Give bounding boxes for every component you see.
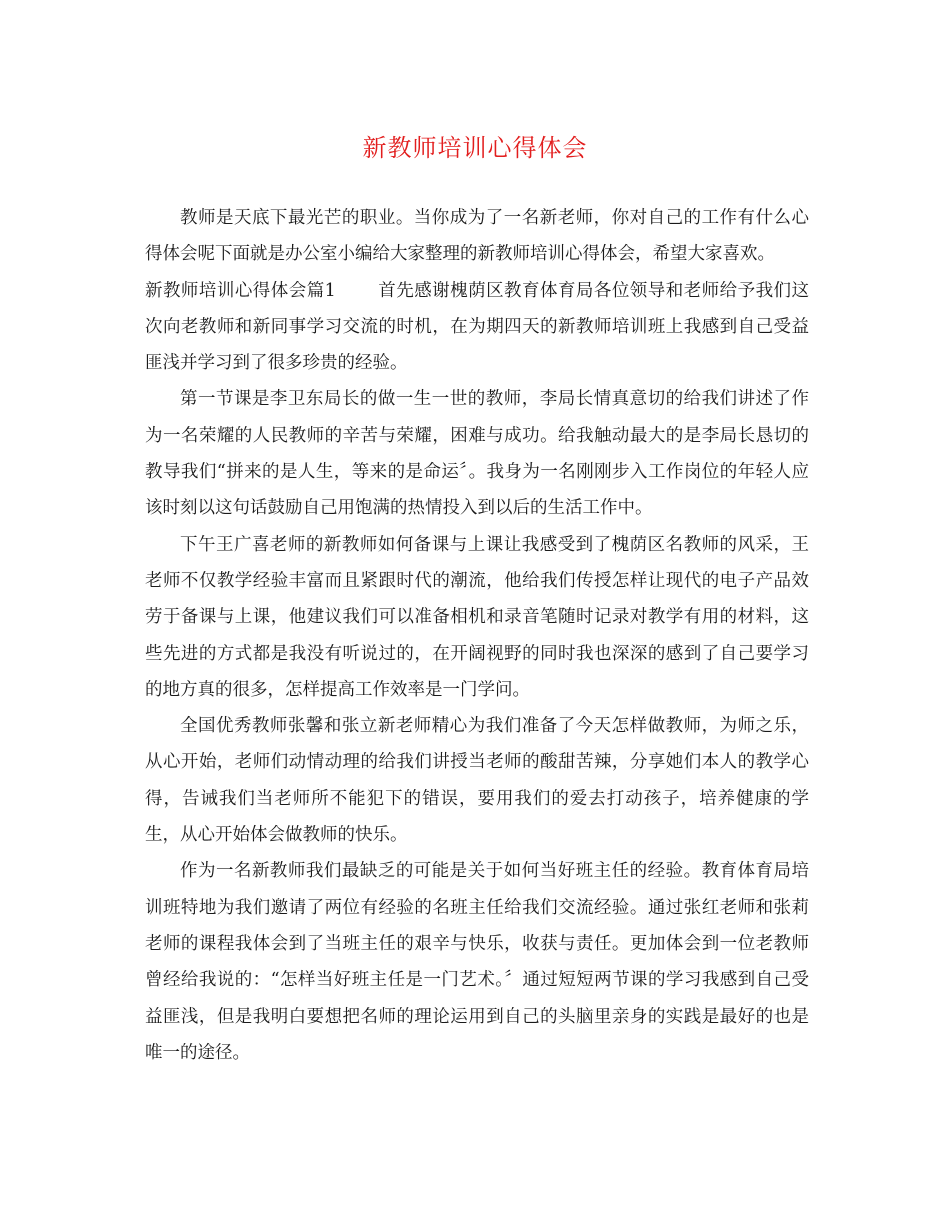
section-heading: 新教师培训心得体会篇1 <box>145 280 336 301</box>
document-title: 新教师培训心得体会 <box>362 134 588 162</box>
body-paragraph-2: 下午王广喜老师的新教师如何备课与上课让我感受到了槐荫区名教师的风采，王老师不仅教学经验丰富而且紧跟时代的潮流，他给我们传授怎样让现代的电子产品效劳于备课与上课，他建议我们可以准备相机和录音笔随时记录对教学有用的材料，这些先进的方式都是我没有听说过的，在开阔视野的同时我也深深的感到了自己要学习的地方真的很多，怎样提高工作效率是一门学问。 <box>145 534 809 700</box>
section-paragraph <box>145 273 809 382</box>
body-paragraph-4: 作为一名新教师我们最缺乏的可能是关于如何当好班主任的经验。教育体育局培训班特地为我们邀请了两位有经验的名班主任给我们交流经验。通过张红老师和张莉老师的课程我体会到了当班主任的艰辛与快乐，收获与责任。更加体会到一位老教师曾经给我说的：“怎样当好班主任是一门艺术。〞通过短短两节课的学习我感到自己受益匪浅，但是我明白要想把名师的理论运用到自己的头脑里亲身的实践是最好的也是唯一的途径。 <box>145 861 809 1063</box>
section-first-text: 首先感谢槐荫区教育体育局各位领导和老师给予我们这次向老教师和新同事学习交流的时机，在为期四天的新教师培训班上我感到自己受益匪浅并学习到了很多珍贵的经验。 <box>145 280 810 374</box>
intro-paragraph: 教师是天底下最光芒的职业。当你成为了一名新老师，你对自己的工作有什么心得体会呢下面就是办公室小编给大家整理的新教师培训心得体会，希望大家喜欢。 <box>145 208 809 265</box>
document-body <box>145 200 809 1071</box>
body-paragraph-3: 全国优秀教师张馨和张立新老师精心为我们准备了今天怎样做教师，为师之乐，从心开始，老师们动情动理的给我们讲授当老师的酸甜苦辣，分享她们本人的教学心得，告诫我们当老师所不能犯下的错误，要用我们的爱去打动孩子，培养健康的学生，从心开始体会做教师的快乐。 <box>145 716 809 846</box>
body-paragraph-1: 第一节课是李卫东局长的做一生一世的教师，李局长情真意切的给我们讲述了作为一名荣耀的人民教师的辛苦与荣耀，困难与成功。给我触动最大的是李局长恳切的教导我们“拼来的是人生，等来的是命运〞。我身为一名刚刚步入工作岗位的年轻人应该时刻以这句话鼓励自己用饱满的热情投入到以后的生活工作中。 <box>145 389 809 519</box>
